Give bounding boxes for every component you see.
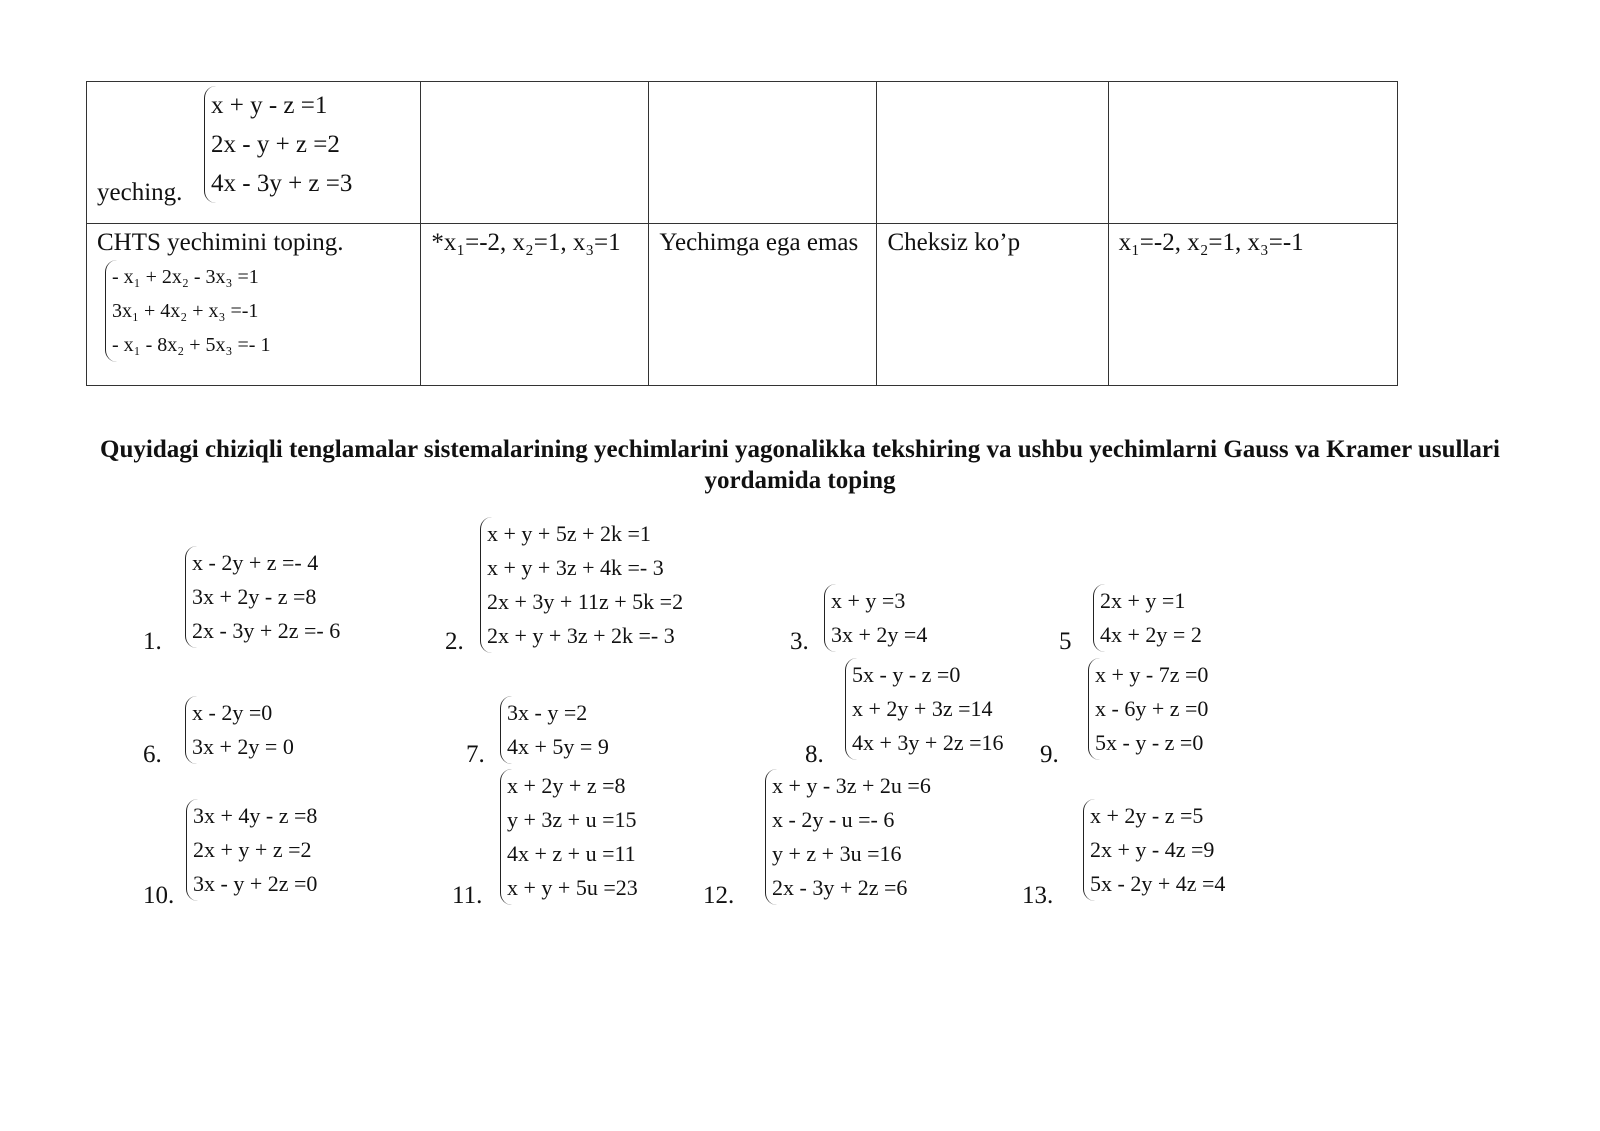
problem-number: 5	[1059, 628, 1072, 655]
answer-cell	[1108, 82, 1397, 224]
problem-number: 13.	[1022, 882, 1054, 909]
equation-system: - x₁ + 2x₂ - 3x₃ =1 3x₁ + 4x₂ + x₃ =-1 - x₁ - 8x₂ + 5x₃ =- 1	[105, 260, 270, 362]
table-row	[87, 224, 1398, 386]
equation-system: x - 2y + z =- 4 3x + 2y - z =8 2x - 3y + 2z =- 6	[185, 546, 340, 648]
equation-system: 3x + 4y - z =8 2x + y + z =2 3x - y + 2z =0	[186, 799, 317, 901]
problem-number: 12.	[703, 882, 735, 909]
problem-number: 8.	[805, 741, 824, 768]
problem-number: 1.	[143, 628, 162, 655]
question-cell	[87, 224, 421, 386]
answer-cell	[877, 82, 1108, 224]
problem-number: 7.	[466, 741, 485, 768]
question-text: yeching.	[97, 179, 183, 206]
answer-cell	[421, 82, 649, 224]
equation-system: x + y - 7z =0 x - 6y + z =0 5x - y - z =0	[1088, 658, 1208, 760]
answer-option-a: *x₁=-2, x₂=1, x₃=1	[421, 224, 649, 386]
section-heading: Quyidagi chiziqli tenglamalar sistemalarining yechimlarini yagonalikka tekshiring va ushbu yechimlarni Gauss va Kramer usullari yordamida toping	[100, 436, 1500, 494]
table-row	[87, 82, 1398, 224]
equation-system: x - 2y =0 3x + 2y = 0	[185, 696, 294, 764]
test-table	[86, 81, 1398, 386]
equation-system: x + y - z =1 2x - y + z =2 4x - 3y + z =3	[204, 86, 352, 203]
question-text: CHTS yechimini toping.	[97, 229, 344, 256]
equation-system: x + y + 5z + 2k =1 x + y + 3z + 4k =- 3 2x + 3y + 11z + 5k =2 2x + y + 3z + 2k =- 3	[480, 517, 683, 653]
answer-cell	[649, 82, 877, 224]
equation-system: 2x + y =1 4x + 2y = 2	[1093, 584, 1202, 652]
equation-system: x + 2y + z =8 y + 3z + u =15 4x + z + u =11 x + y + 5u =23	[500, 769, 638, 905]
answer-option-b: Yechimga ega emas	[649, 224, 877, 386]
equation-system: 3x - y =2 4x + 5y = 9	[500, 696, 609, 764]
problem-number: 11.	[452, 882, 483, 909]
problem-number: 10.	[143, 882, 175, 909]
equation-system: x + y =3 3x + 2y =4	[824, 584, 927, 652]
problem-number: 2.	[445, 628, 464, 655]
equation-system: x + 2y - z =5 2x + y - 4z =9 5x - 2y + 4z =4	[1083, 799, 1225, 901]
equation-system: 5x - y - z =0 x + 2y + 3z =14 4x + 3y + 2z =16	[845, 658, 1004, 760]
problem-number: 3.	[790, 628, 809, 655]
question-cell	[87, 82, 421, 224]
equation-system: x + y - 3z + 2u =6 x - 2y - u =- 6 y + z + 3u =16 2x - 3y + 2z =6	[765, 769, 931, 905]
answer-option-d: x₁=-2, x₂=1, x₃=-1	[1108, 224, 1397, 386]
problem-number: 6.	[143, 741, 162, 768]
answer-option-c: Cheksiz ko’p	[877, 224, 1108, 386]
problem-number: 9.	[1040, 741, 1059, 768]
